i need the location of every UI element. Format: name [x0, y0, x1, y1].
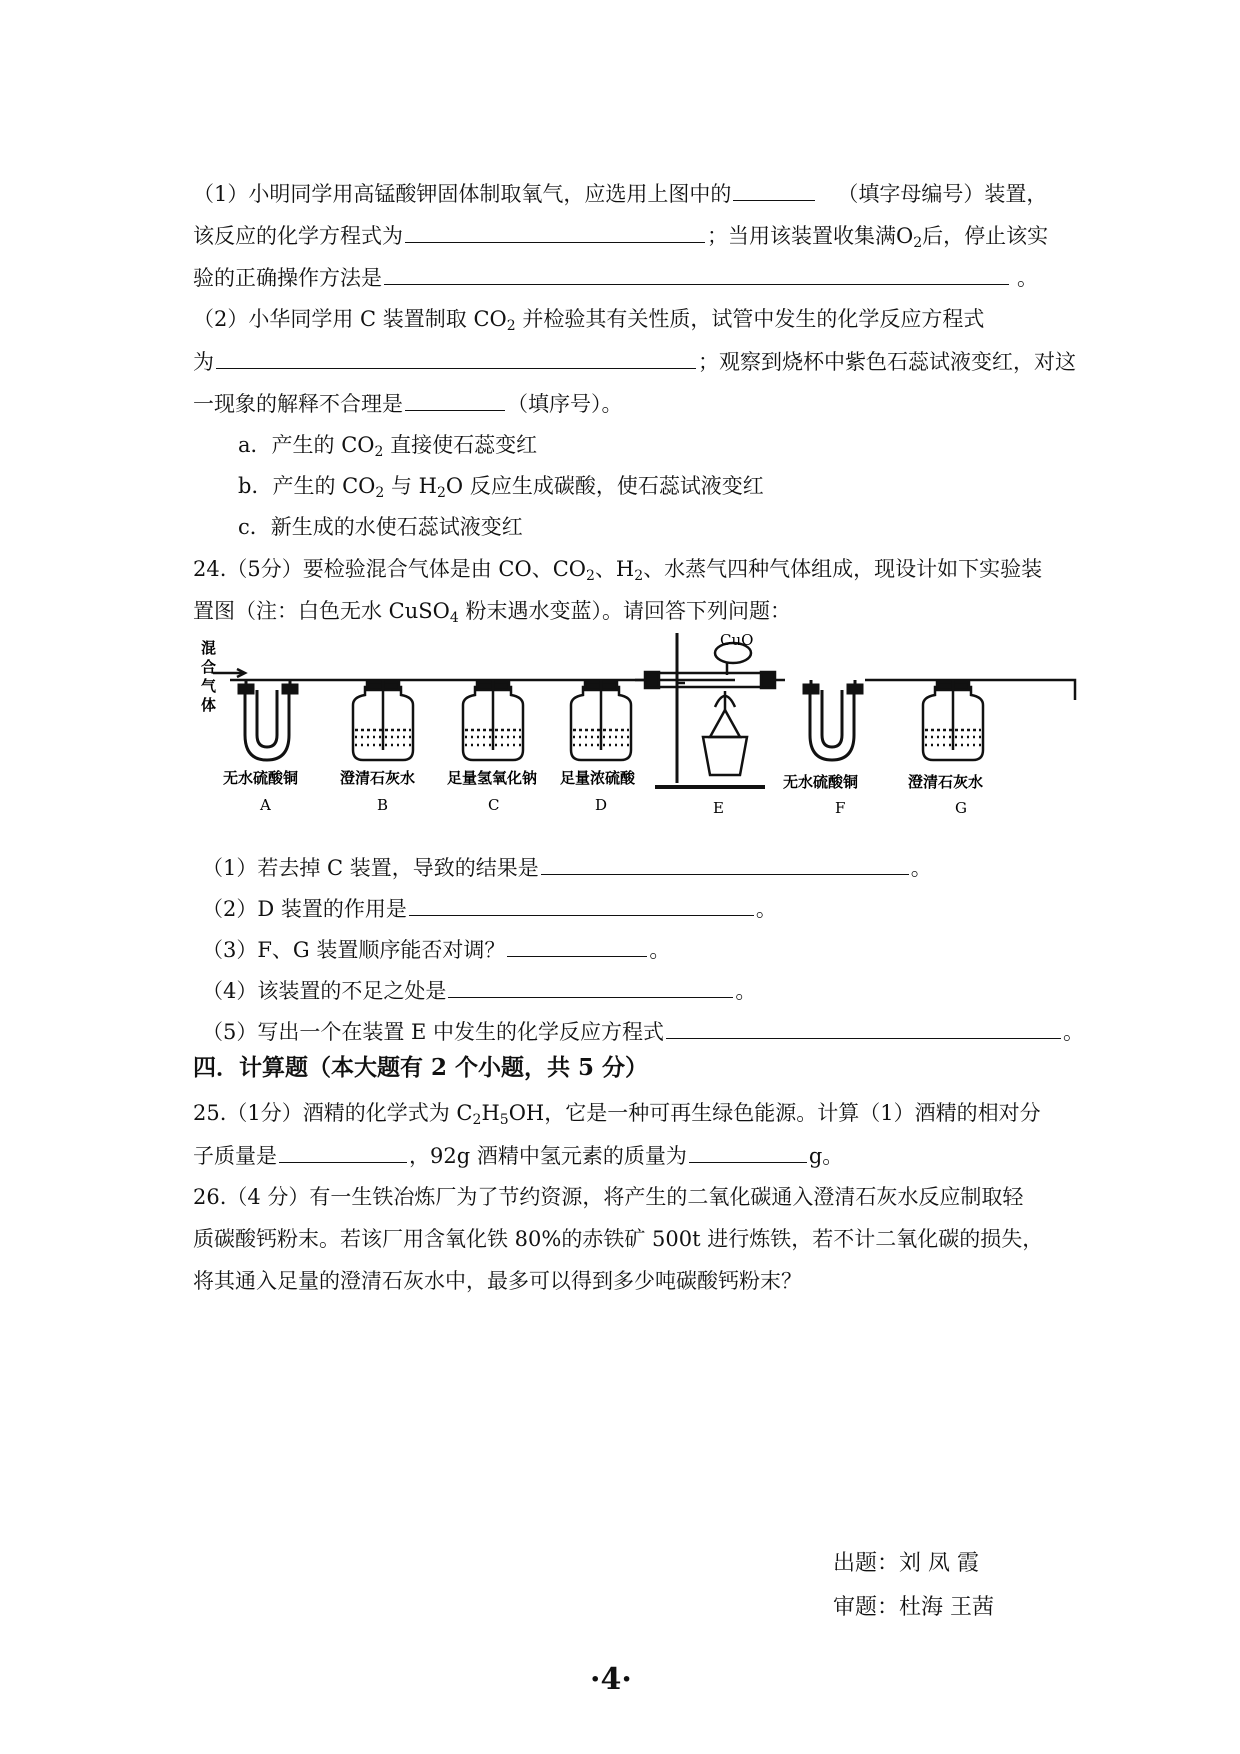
cuo-label: CuO [720, 631, 754, 649]
text: 验的正确操作方法是 [193, 266, 382, 290]
gas-label-char: 体 [201, 696, 217, 714]
text: a．产生的 CO [238, 433, 375, 457]
text: 。 [755, 897, 777, 921]
text: （1）若去掉 C 装置，导致的结果是 [202, 856, 539, 880]
text: OH，它是一种可再生绿色能源。计算（1）酒精的相对分 [508, 1101, 1041, 1125]
text: g。 [808, 1144, 844, 1168]
text: 该反应的化学方程式为 [193, 224, 403, 248]
section-title: 四．计算题（本大题有 2 个小题，共 5 分） [193, 1054, 649, 1081]
gas-label [201, 639, 217, 714]
q24-sub2 [202, 893, 777, 924]
q23-part2-line3 [193, 388, 623, 419]
text: 与 H [384, 474, 437, 498]
label-b: 澄清石灰水 [340, 769, 416, 787]
answer-blank[interactable] [666, 1016, 1061, 1039]
text: c．新生成的水使石蕊试液变红 [238, 515, 523, 539]
subscript: 5 [499, 1112, 509, 1128]
text: （填字母编号）装置， [837, 182, 1048, 206]
text: 。 [735, 979, 757, 1003]
q23-part2-line1 [193, 304, 984, 341]
text: （2）D 装置的作用是 [202, 897, 407, 921]
q26-line2: 质碳酸钙粉末。若该厂用含氧化铁 80%的赤铁矿 500t 进行炼铁，若不计二氧化碳的损失， [193, 1227, 1044, 1251]
answer-blank[interactable] [405, 220, 705, 243]
answer-blank[interactable] [384, 262, 1009, 285]
gas-label-char: 气 [201, 677, 217, 695]
q23-part1-line1 [193, 178, 1047, 209]
label-f: 无水硫酸铜 [783, 773, 859, 791]
subscript: 2 [375, 485, 385, 501]
text: ；观察到烧杯中紫色石蕊试液变红，对这 [698, 350, 1076, 374]
q23-part2-line2 [193, 346, 1076, 377]
text: 直接使石蕊变红 [383, 433, 538, 457]
page-number: ·4· [590, 1662, 632, 1697]
subscript: 2 [374, 444, 384, 460]
label-a: 无水硫酸铜 [223, 769, 299, 787]
option-b [238, 471, 764, 508]
bottle-d [571, 680, 631, 760]
q25-line1 [193, 1098, 1041, 1135]
text: 。 [1063, 1020, 1085, 1044]
author-line: 出题：刘 凤 霞 [833, 1551, 979, 1576]
bottle-c [463, 680, 523, 760]
q25-line2 [193, 1140, 843, 1171]
text: 并检验其有关性质，试管中发生的化学反应方程式 [515, 307, 985, 331]
subscript: 2 [506, 318, 516, 334]
connecting-tube [1055, 680, 1075, 700]
answer-blank[interactable] [405, 388, 505, 411]
letter-c: C [488, 796, 500, 814]
q24-line1 [193, 554, 1042, 591]
text: 、水蒸气四种气体组成，现设计如下实验装 [643, 557, 1043, 581]
text: 一现象的解释不合理是 [193, 392, 403, 416]
text: （5）写出一个在装置 E 中发生的化学反应方程式 [202, 1020, 665, 1044]
subscript: 2 [634, 568, 644, 584]
combustion-tube-e [635, 633, 785, 787]
text: ，92g 酒精中氢元素的质量为 [409, 1144, 687, 1168]
letter-a: A [260, 796, 271, 814]
answer-blank[interactable] [689, 1140, 807, 1163]
text: 。 [910, 856, 932, 880]
text: 粉末遇水变蓝）。请回答下列问题： [458, 599, 791, 623]
text: O 反应生成碳酸，使石蕊试液变红 [445, 474, 764, 498]
subscript: 4 [449, 610, 459, 626]
subscript: 2 [913, 235, 923, 251]
answer-blank[interactable] [279, 1140, 407, 1163]
q24-sub1 [202, 852, 932, 883]
text: 为 [193, 350, 214, 374]
reviewer-line: 审题：杜海 王茜 [833, 1595, 994, 1620]
text: 子质量是 [193, 1144, 277, 1168]
q26-line3: 将其通入足量的澄清石灰水中，最多可以得到多少吨碳酸钙粉末？ [193, 1269, 802, 1293]
text: 后，停止该实 [922, 224, 1049, 248]
letter-e: E [713, 799, 724, 817]
subscript: 2 [472, 1112, 482, 1128]
q23-part1-line2 [193, 220, 1048, 258]
q24-sub3 [202, 934, 670, 965]
answer-blank[interactable] [409, 893, 754, 916]
text: 24.（5分）要检验混合气体是由 CO、CO [193, 557, 587, 581]
bottle-g [923, 680, 983, 760]
text: ；当用该装置收集满O [707, 224, 914, 248]
answer-blank[interactable] [216, 346, 696, 369]
q24-sub4 [202, 975, 756, 1006]
answer-blank[interactable] [507, 934, 647, 957]
text: 。 [1017, 266, 1038, 290]
subscript: 2 [586, 568, 595, 584]
letter-f: F [835, 799, 846, 817]
letter-d: D [595, 796, 608, 814]
q23-part1-line3 [193, 262, 1038, 293]
option-a [238, 430, 537, 467]
text: （4）该装置的不足之处是 [202, 979, 447, 1003]
bottle-b [353, 680, 413, 760]
u-tube-a [239, 680, 297, 760]
text: （填序号）。 [507, 392, 623, 416]
text: （2）小华同学用 C 装置制取 CO [193, 307, 507, 331]
subscript: 2 [437, 485, 446, 501]
text: H [481, 1101, 500, 1125]
label-g: 澄清石灰水 [908, 773, 984, 791]
answer-blank[interactable] [448, 975, 733, 998]
text: （1）小明同学用高锰酸钾固体制取氧气，应选用上图中的 [193, 182, 732, 206]
label-d: 足量浓硫酸 [560, 769, 636, 787]
option-c [238, 512, 523, 542]
gas-label-char: 混 [201, 639, 217, 657]
apparatus-diagram [201, 625, 1105, 835]
letter-g: G [955, 799, 967, 817]
label-c: 足量氢氧化钠 [447, 769, 538, 787]
text: 、H [594, 557, 635, 581]
gas-label-char: 合 [201, 658, 217, 676]
q24-sub5 [202, 1016, 1084, 1047]
text: 25.（1分）酒精的化学式为 C [193, 1101, 473, 1125]
answer-blank[interactable] [733, 178, 815, 201]
q26-line1: 26.（4 分）有一生铁冶炼厂为了节约资源，将产生的二氧化碳通入澄清石灰水反应制取轻 [193, 1185, 1024, 1209]
answer-blank[interactable] [541, 852, 909, 875]
text: 。 [649, 938, 671, 962]
letter-b: B [377, 796, 389, 814]
text: 置图（注：白色无水 CuSO [193, 599, 450, 623]
text: b．产生的 CO [238, 474, 376, 498]
text: （3）F、G 装置顺序能否对调？ [202, 938, 506, 962]
u-tube-f [804, 680, 862, 760]
